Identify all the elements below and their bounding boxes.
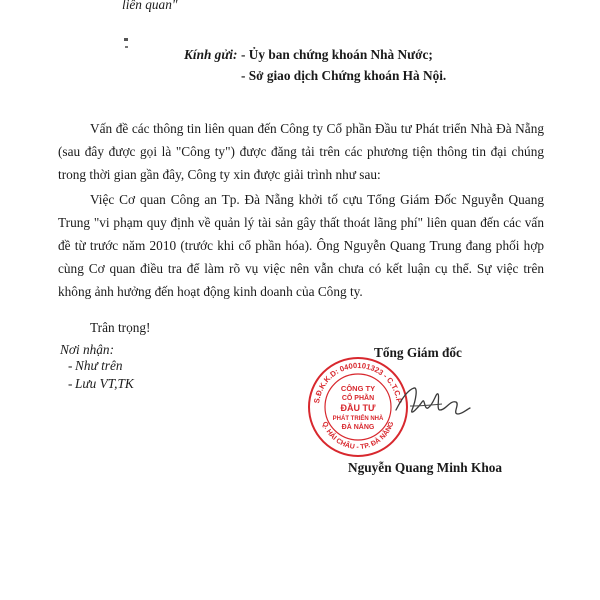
scan-speck: [125, 46, 128, 48]
header-fragment: liên quan": [122, 0, 178, 12]
signer-name: Nguyễn Quang Minh Khoa: [348, 460, 503, 475]
signature-title: Tổng Giám đốc: [374, 345, 462, 360]
salutation-label: Kính gửi:: [184, 47, 238, 62]
stamp-line: CỔ PHẦN: [341, 395, 375, 402]
body-paragraph-2: Việc Cơ quan Công an Tp. Đà Nẵng khởi tố cựu Tổng Giám Đốc Nguyễn Quang Trung "vi phạm quy định về quản lý tài sản gây thất thoát lãng phí" liên quan đến các vấn đề từ trước năm 2010 (trước khi cổ phần hóa). Ông Nguyễn Quang Trung đang phối hợp cùng Cơ quan điều tra để làm rõ vụ việc nên vẫn chưa có kết luận cụ thể. Sự việc trên không ảnh hưởng đến hoạt động kinh doanh của Công ty.: [58, 192, 544, 299]
stamp-line: PHÁT TRIỂN NHÀ: [332, 416, 384, 422]
list-dash: -: [68, 358, 73, 373]
distribution-item: Lưu VT,TK: [75, 376, 134, 391]
closing-line: Trân trọng!: [90, 320, 151, 335]
scan-speck: [124, 38, 128, 41]
stamp-ring-text: S.Đ.K.K.D: 0400101323 - C.T.C.P: [312, 360, 404, 404]
stamp-line: CÔNG TY: [340, 384, 376, 393]
body-paragraph-1: Vấn đề các thông tin liên quan đến Công ty Cổ phần Đầu tư Phát triển Nhà Đà Nẵng (sau đây được gọi là "Công ty") được đăng tải trên các phương tiện thông tin đại chúng trong thời gian gần đây, Công ty xin được giải trình như sau:: [58, 121, 544, 182]
recipient-ubck: - Ủy ban chứng khoán Nhà Nước;: [241, 47, 433, 62]
stamp-bottom-text: Q. HẢI CHÂU - TP. ĐÀ NẴNG: [320, 420, 396, 452]
stamp-line: ĐÀ NẴNG: [341, 424, 375, 431]
recipient-hnx: - Sở giao dịch Chứng khoán Hà Nội.: [241, 68, 447, 83]
stamp-line: ĐẦU TƯ: [340, 403, 376, 413]
distribution-item: Như trên: [75, 358, 123, 373]
distribution-label: Nơi nhận:: [60, 342, 115, 357]
handwritten-signature: [392, 380, 472, 430]
list-dash: -: [68, 376, 73, 391]
